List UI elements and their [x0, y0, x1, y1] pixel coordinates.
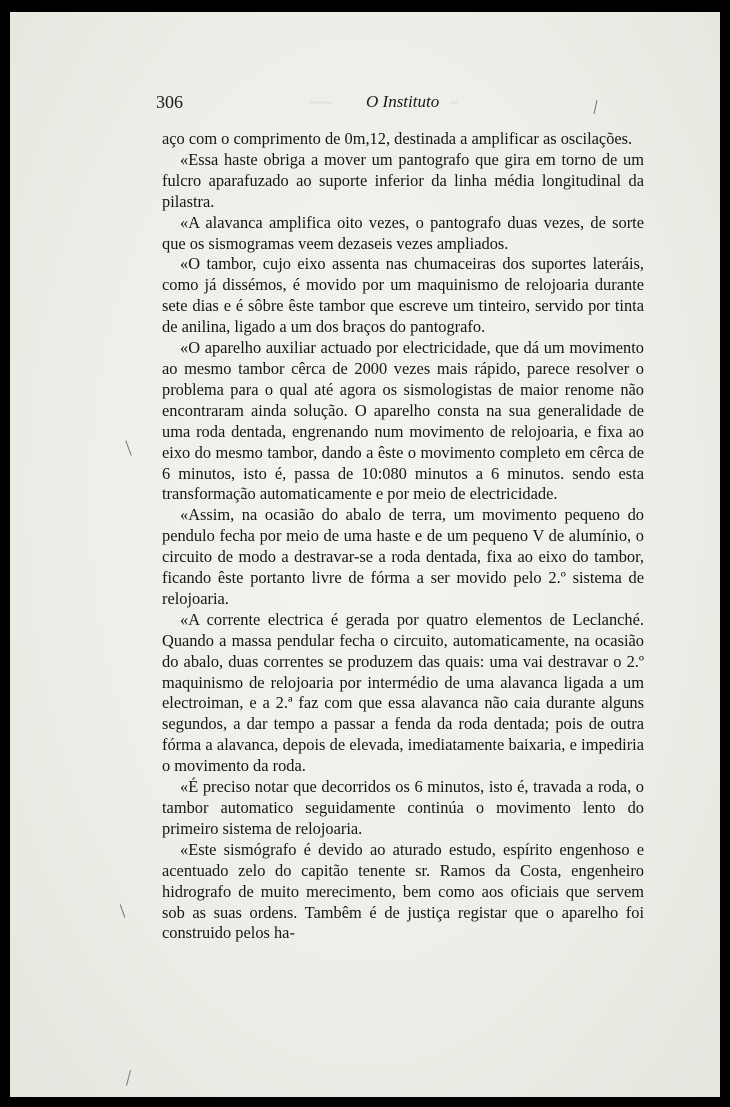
paragraph: «A corrente electrica é gerada por quatro elementos de Leclanché. Quando a massa pendular fecha o circuito, automaticamente, na ocasião do abalo, duas correntes se produzem das quais: uma vai destravar o 2.º maquinismo de relojoaria por intermédio de uma alavanca ligada a um electroiman, e a 2.ª faz com que essa alavanca não caia durante alguns segundos, a dar tempo a passar a fenda da roda dentada; pois de outra fórma a alavanca, depois de elevada, imediatamente baixaria, e impediria o movimento da roda. [162, 609, 644, 776]
paragraph: «Este sismógrafo é devido ao aturado estudo, espírito engenhoso e acentuado zelo do capitão tenente sr. Ramos da Costa, engenheiro hidrografo de muito merecimento, bem como aos oficiais que servem sob as suas ordens. Tambêm é de justiça registar que o aparelho foi construido pelos ha- [162, 839, 644, 943]
paragraph: «Essa haste obriga a mover um pantografo que gira em torno de um fulcro aparafuzado ao suporte inferior da linha média longitudinal da pilastra. [162, 149, 644, 211]
page-number: 306 [156, 92, 183, 112]
running-title: O Instituto [366, 92, 440, 111]
paragraph: «É preciso notar que decorridos os 6 minutos, isto é, travada a roda, o tambor automatico seguidamente continúa o movimento lento do primeiro sistema de relojoaria. [162, 777, 644, 838]
bleed-through-mark: ~~~ [310, 96, 333, 111]
paragraph: «Assim, na ocasião do abalo de terra, um movimento pequeno do pendulo fecha por meio de uma haste e de um pequeno V de alumínio, o circuito de modo a destravar-se a roda dentada, fixa ao eixo do tambor, ficando êste portanto livre de fórma a ser movido pelo 2.º sistema de relojoaria. [162, 505, 644, 608]
paragraph-continuation: aço com o comprimento de 0m,12, destinada a amplificar as oscilações. [162, 129, 633, 148]
bleed-through-mark: ~ [450, 96, 458, 111]
page-header [156, 92, 656, 114]
paragraph: «A alavanca amplifica oito vezes, o pantografo duas vezes, de sorte que os sismogramas veem dezaseis vezes ampliados. [162, 212, 644, 253]
body-text [162, 129, 644, 944]
paragraph: «O tambor, cujo eixo assenta nas chumaceiras dos suportes lateráis, como já dissémos, é movido por um maquinismo de relojoaria durante sete dias e é sôbre êste tambor que escreve um tinteiro, servido por tinta de anilina, ligado a um dos braços do pantografo. [162, 254, 644, 337]
paragraph: «O aparelho auxiliar actuado por electricidade, que dá um movimento ao mesmo tambor cêrca de 2000 vezes mais rápido, parece resolver o problema para o qual até agora os sismologistas de maior renome não encontraram ainda solução. O aparelho consta na sua generalidade de uma roda dentada, engrenando num movimento de relojoaria, e fixa ao eixo do mesmo tambor, dando a êste o movimento completo em cêrca de 6 minutos, isto é, passa de 10:080 minutos a 6 minutos. sendo esta transformação automaticamente e por meio de electricidade. [162, 338, 644, 504]
document-page [10, 12, 720, 1097]
